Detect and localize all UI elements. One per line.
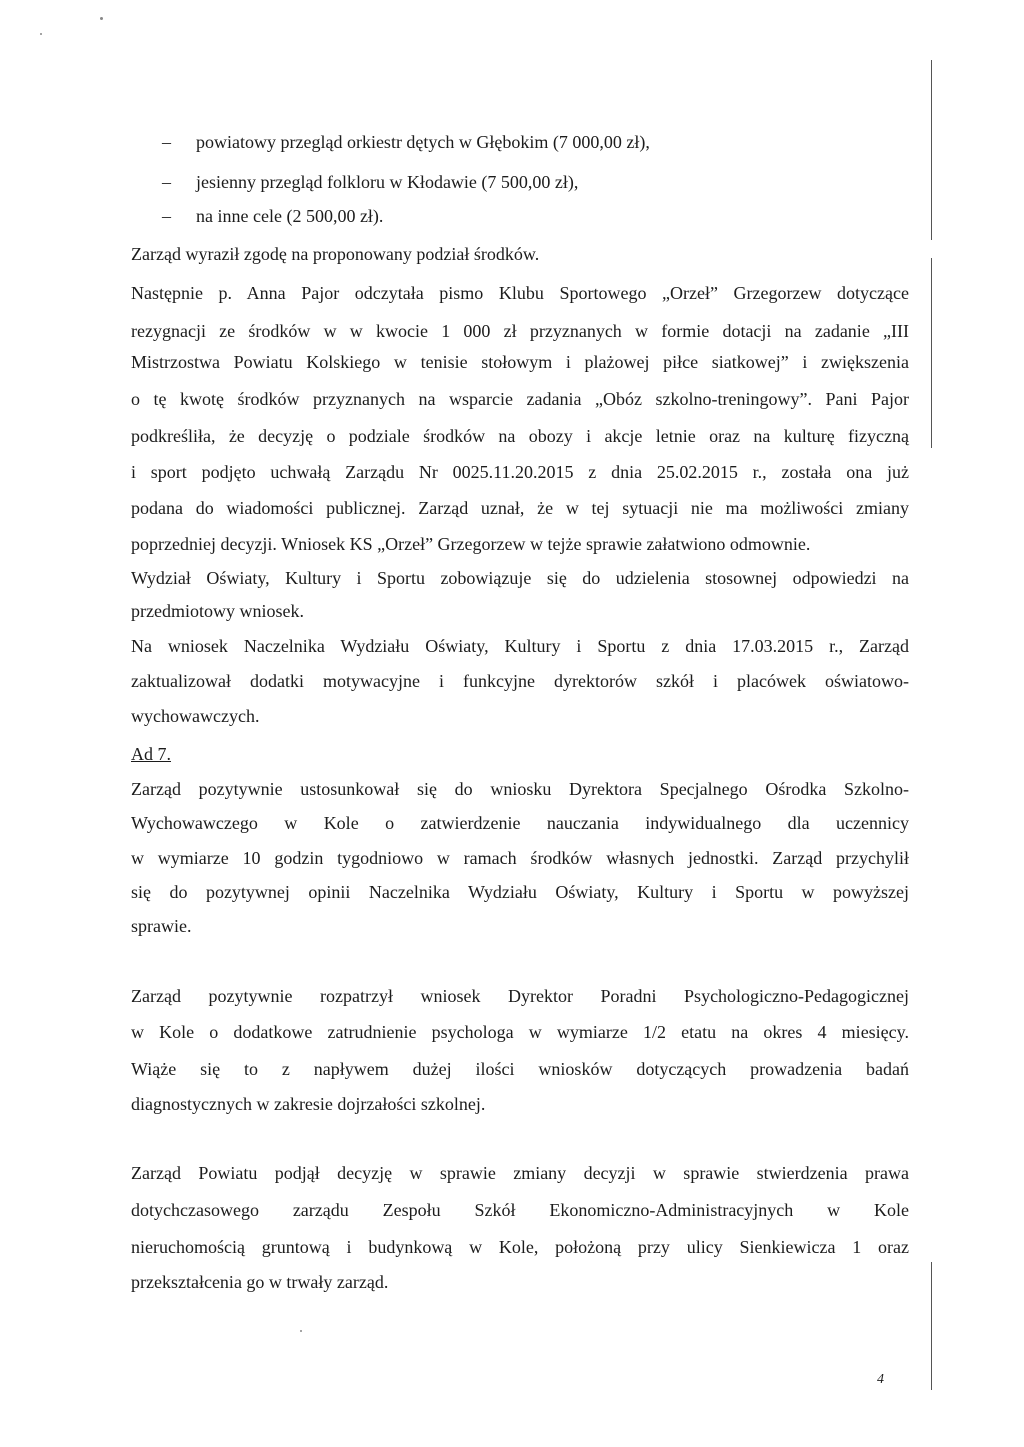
text-line: Zarząd pozytywnie rozpatrzył wniosek Dyrektor Poradni Psychologiczno-Pedagogicznej xyxy=(131,986,909,1006)
text-line: przekształcenia go w trwały zarząd. xyxy=(131,1272,389,1292)
scan-speck xyxy=(100,17,103,20)
text-line: Wiąże się to z napływem dużej ilości wniosków dotyczących prowadzenia badań xyxy=(131,1059,909,1079)
text-line: Na wniosek Naczelnika Wydziału Oświaty, Kultury i Sportu z dnia 17.03.2015 r., Zarząd xyxy=(131,636,909,656)
text-line: w wymiarze 10 godzin tygodniowo w ramach środków własnych jednostki. Zarząd przychylił xyxy=(131,848,909,868)
text-line: Mistrzostwa Powiatu Kolskiego w tenisie stołowym i plażowej piłce siatkowej” i zwiększenia xyxy=(131,352,909,372)
bullet-text: powiatowy przegląd orkiestr dętych w Głębokim (7 000,00 zł), xyxy=(196,132,650,152)
text-line: się do pozytywnej opinii Naczelnika Wydziału Oświaty, Kultury i Sportu w powyższej xyxy=(131,882,909,902)
text-line: Zarząd pozytywnie ustosunkował się do wniosku Dyrektora Specjalnego Ośrodka Szkolno- xyxy=(131,779,909,799)
text-line: o tę kwotę środków przyznanych na wsparcie zadania „Obóz szkolno-treningowy”. Pani Pajor xyxy=(131,389,909,409)
text-line: sprawie. xyxy=(131,916,192,936)
bullet-dash: – xyxy=(162,132,171,152)
bullet-dash: – xyxy=(162,172,171,192)
scan-speck xyxy=(300,1330,302,1332)
text-line: i sport podjęto uchwałą Zarządu Nr 0025.11.20.2015 z dnia 25.02.2015 r., została ona już xyxy=(131,462,909,482)
margin-rule xyxy=(931,258,932,448)
scan-speck xyxy=(40,33,42,35)
bullet-dash: – xyxy=(162,206,171,226)
text-line: wychowawczych. xyxy=(131,706,260,726)
page-number: 4 xyxy=(877,1372,884,1387)
text-line: w Kole o dodatkowe zatrudnienie psychologa w wymiarze 1/2 etatu na okres 4 miesięcy. xyxy=(131,1022,909,1042)
bullet-item xyxy=(0,131,1024,155)
bullet-text: na inne cele (2 500,00 zł). xyxy=(196,206,384,226)
margin-rule xyxy=(931,60,932,240)
text-line: podkreśliła, że decyzję o podziale środków na obozy i akcje letnie oraz na kulturę fizyczną xyxy=(131,426,909,446)
bullet-text: jesienny przegląd folkloru w Kłodawie (7 500,00 zł), xyxy=(196,172,579,192)
bullet-item xyxy=(0,205,1024,229)
text-line: Zarząd Powiatu podjął decyzję w sprawie zmiany decyzji w sprawie stwierdzenia prawa xyxy=(131,1163,909,1183)
text-line: podana do wiadomości publicznej. Zarząd uznał, że w tej sytuacji nie ma możliwości zmiany xyxy=(131,498,909,518)
text-line: Wychowawczego w Kole o zatwierdzenie nauczania indywidualnego dla uczennicy xyxy=(131,813,909,833)
margin-rule xyxy=(931,1262,932,1390)
section-heading: Ad 7. xyxy=(131,744,171,764)
text-line: rezygnacji ze środków w w kwocie 1 000 zł przyznanych w formie dotacji na zadanie „III xyxy=(131,321,909,341)
text-line: dotychczasowego zarządu Zespołu Szkół Ekonomiczno-Administracyjnych w Kole xyxy=(131,1200,909,1220)
text-line: Zarząd wyraził zgodę na proponowany podział środków. xyxy=(131,244,540,264)
bullet-item xyxy=(0,171,1024,195)
text-line: Wydział Oświaty, Kultury i Sportu zobowiązuje się do udzielenia stosownej odpowiedzi na xyxy=(131,568,909,588)
text-line: diagnostycznych w zakresie dojrzałości szkolnej. xyxy=(131,1094,486,1114)
text-line: przedmiotowy wniosek. xyxy=(131,601,304,621)
text-line: Następnie p. Anna Pajor odczytała pismo Klubu Sportowego „Orzeł” Grzegorzew dotyczące xyxy=(131,283,909,303)
text-line: poprzedniej decyzji. Wniosek KS „Orzeł” Grzegorzew w tejże sprawie załatwiono odmownie. xyxy=(131,534,811,554)
text-line: zaktualizował dodatki motywacyjne i funkcyjne dyrektorów szkół i placówek oświatowo- xyxy=(131,671,909,691)
text-line: nieruchomością gruntową i budynkową w Kole, położoną przy ulicy Sienkiewicza 1 oraz xyxy=(131,1237,909,1257)
